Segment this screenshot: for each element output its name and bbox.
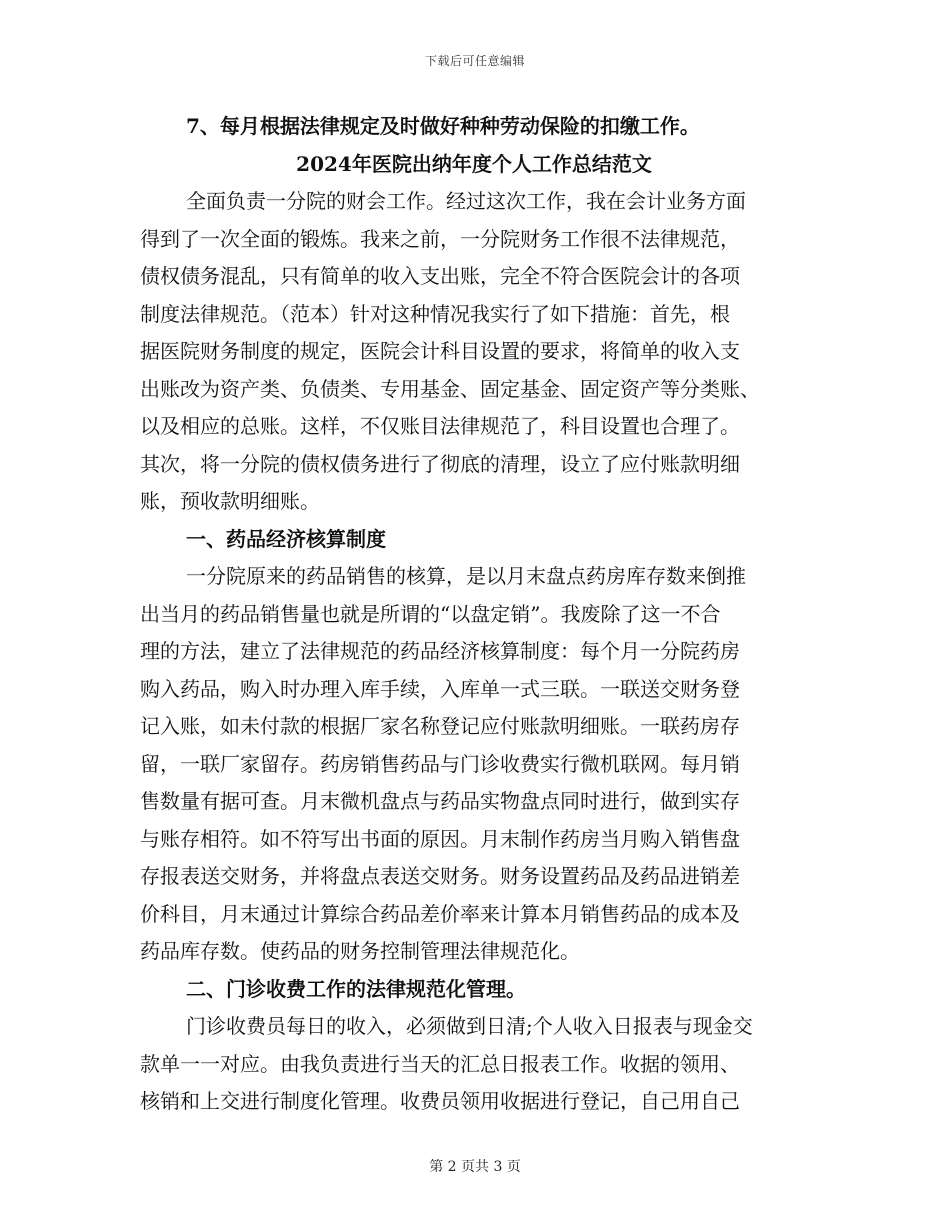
section-heading: 一、药品经济核算制度	[186, 526, 386, 551]
section-heading: 二、门诊收费工作的法律规范化管理。	[186, 976, 526, 1001]
document-body	[140, 108, 808, 1121]
page-header: 下载后可任意编辑	[424, 54, 525, 68]
paragraph-line: 债权债务混乱，只有简单的收入支出账，完全不符合医院会计的各项	[140, 264, 740, 288]
text-line: 7、每月根据法律规定及时做好种种劳动保险的扣缴工作。	[186, 114, 700, 138]
page-footer: 第 2 页共 3 页	[429, 1159, 521, 1175]
paragraph-line: 制度法律规范。（范本）针对这种情况我实行了如下措施：首先，根	[140, 301, 730, 326]
paragraph-line: 价科目，月末通过计算综合药品差价率来计算本月销售药品的成本及	[140, 901, 740, 926]
paragraph-line: 出当月的药品销售量也就是所谓的“以盘定销”。我废除了这一不合	[140, 601, 721, 626]
paragraph-line: 据医院财务制度的规定，医院会计科目设置的要求，将简单的收入支	[140, 339, 740, 363]
paragraph-line: 留，一联厂家留存。药房销售药品与门诊收费实行微机联网。每月销	[140, 751, 740, 776]
paragraph-line: 药品库存数。使药品的财务控制管理法律规范化。	[140, 939, 580, 963]
paragraph-line: 得到了一次全面的锻炼。我来之前，一分院财务工作很不法律规范，	[140, 226, 740, 251]
paragraph-line: 理的方法，建立了法律规范的药品经济核算制度：每个月一分院药房	[140, 639, 740, 663]
paragraph-line: 购入药品，购入时办理入库手续，入库单一式三联。一联送交财务登	[140, 676, 740, 701]
document-title: 2024年医院出纳年度个人工作总结范文	[296, 151, 652, 176]
paragraph-line: 账，预收款明细账。	[140, 489, 320, 513]
paragraph-line: 核销和上交进行制度化管理。收费员领用收据进行登记，自己用自己	[140, 1089, 740, 1113]
paragraph-line: 记入账，如未付款的根据厂家名称登记应付账款明细账。一联药房存	[140, 714, 740, 738]
paragraph-line: 其次，将一分院的债权债务进行了彻底的清理，设立了应付账款明细	[140, 451, 740, 476]
paragraph-line: 门诊收费员每日的收入，必须做到日清;个人收入日报表与现金交	[186, 1014, 753, 1038]
paragraph-line: 款单一一对应。由我负责进行当天的汇总日报表工作。收据的领用、	[140, 1051, 740, 1076]
paragraph-line: 出账改为资产类、负债类、专用基金、固定基金、固定资产等分类账、	[140, 376, 760, 401]
paragraph-line: 与账存相符。如不符写出书面的原因。月末制作药房当月购入销售盘	[140, 826, 740, 851]
paragraph-line: 以及相应的总账。这样，不仅账目法律规范了，科目设置也合理了。	[140, 414, 740, 438]
paragraph-line: 售数量有据可查。月末微机盘点与药品实物盘点同时进行，做到实存	[140, 789, 740, 813]
paragraph-line: 存报表送交财务，并将盘点表送交财务。财务设置药品及药品进销差	[140, 864, 740, 888]
paragraph-line: 一分院原来的药品销售的核算，是以月末盘点药房库存数来倒推	[186, 564, 746, 588]
paragraph-line: 全面负责一分院的财会工作。经过这次工作，我在会计业务方面	[186, 189, 746, 213]
